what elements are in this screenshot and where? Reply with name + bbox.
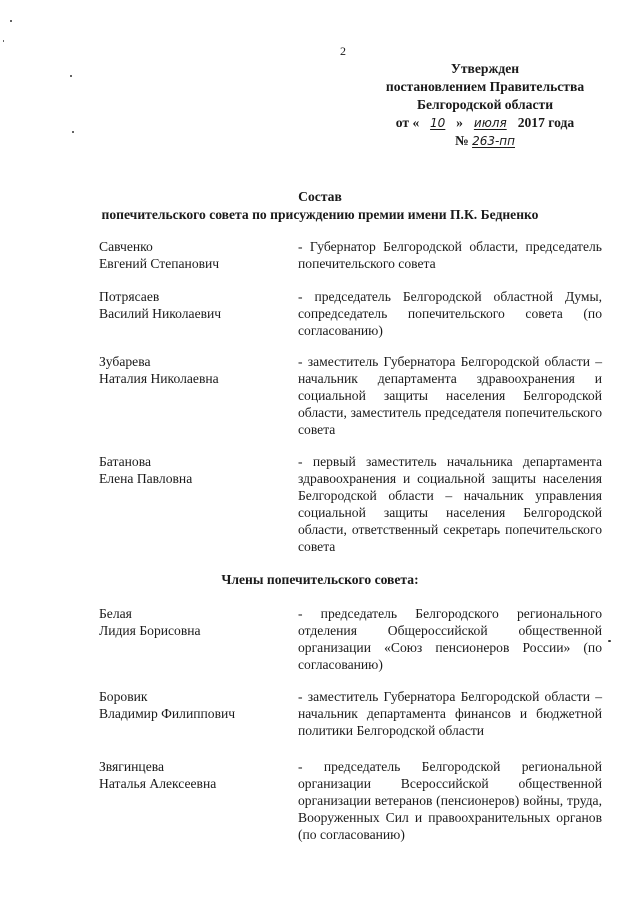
person-name: [99, 605, 289, 639]
person-name: [99, 353, 289, 387]
person-surname: Звягинцева: [99, 759, 165, 774]
scan-speck: [72, 131, 74, 133]
approval-line-2: постановлением Правительства: [385, 79, 585, 94]
person-surname: Батанова: [99, 454, 151, 469]
person-surname: Савченко: [99, 239, 153, 254]
scan-speck: [3, 40, 4, 42]
members-heading: Члены попечительского совета:: [221, 572, 419, 587]
document-title: [0, 188, 640, 224]
person-given-name: Елена Павловна: [99, 471, 193, 486]
scan-speck: [608, 640, 611, 642]
person-name: [99, 453, 289, 487]
person-given-name: Владимир Филиппович: [99, 706, 236, 721]
person-name: [99, 758, 289, 792]
person-role: - председатель Белгородского регионального отделения Общероссийской общественной организации «Союз пенсионеров России» (по согласованию): [298, 606, 602, 672]
person-role: - председатель Белгородской областной Думы, сопредседатель попечительского совета (по согласованию): [298, 289, 602, 338]
person-surname: Потрясаев: [99, 289, 160, 304]
person-name: [99, 238, 289, 272]
person-role: - заместитель Губернатора Белгородской области – начальник департамента здравоохранения и социальной защиты населения Белгородской области, заместитель председателя попечительского совета: [298, 354, 602, 437]
approval-line-1: Утвержден: [450, 61, 520, 76]
person-surname: Зубарева: [99, 354, 151, 369]
person-role: - Губернатор Белгородской области, председатель попечительского совета: [298, 239, 602, 271]
date-year: 2017 года: [517, 115, 575, 130]
person-given-name: Наталия Николаевна: [99, 371, 219, 386]
person-given-name: Евгений Степанович: [99, 256, 220, 271]
date-month: июля: [473, 116, 507, 130]
approval-date: [360, 114, 610, 132]
page-number: 2: [340, 44, 346, 58]
approval-number: [360, 132, 610, 150]
person-name: [99, 688, 289, 722]
person-name: [99, 288, 289, 322]
title-line-1: Состав: [298, 189, 342, 204]
person-surname: Боровик: [99, 689, 148, 704]
person-given-name: Лидия Борисовна: [99, 623, 201, 638]
title-line-2: попечительского совета по присуждению премии имени П.К. Бедненко: [101, 207, 539, 222]
approval-line-3: Белгородской области: [416, 97, 554, 112]
number-value: 263-пп: [472, 134, 515, 148]
person-role: - заместитель Губернатора Белгородской области – начальник департамента финансов и бюджетной политики Белгородской области: [298, 689, 602, 738]
date-day: 10: [430, 116, 446, 130]
scan-speck: [70, 75, 72, 77]
number-prefix: №: [454, 133, 469, 148]
person-given-name: Василий Николаевич: [99, 306, 222, 321]
person-role: - председатель Белгородской региональной организации Всероссийской общественной организации ветеранов (пенсионеров) войны, труда, Вооруженных Сил и правоохранительных органов (по согласованию): [298, 759, 602, 842]
approval-block: [360, 60, 610, 150]
scan-speck: [10, 20, 12, 22]
person-given-name: Наталья Алексеевна: [99, 776, 217, 791]
person-role: - первый заместитель начальника департамента здравоохранения и социальной защиты населения Белгородской области – начальник управления социальной защиты населения Белгородской области, ответственный секретарь попечительского совета: [298, 454, 602, 554]
date-mid: »: [456, 115, 463, 130]
person-surname: Белая: [99, 606, 132, 621]
date-prefix: от «: [395, 115, 420, 130]
